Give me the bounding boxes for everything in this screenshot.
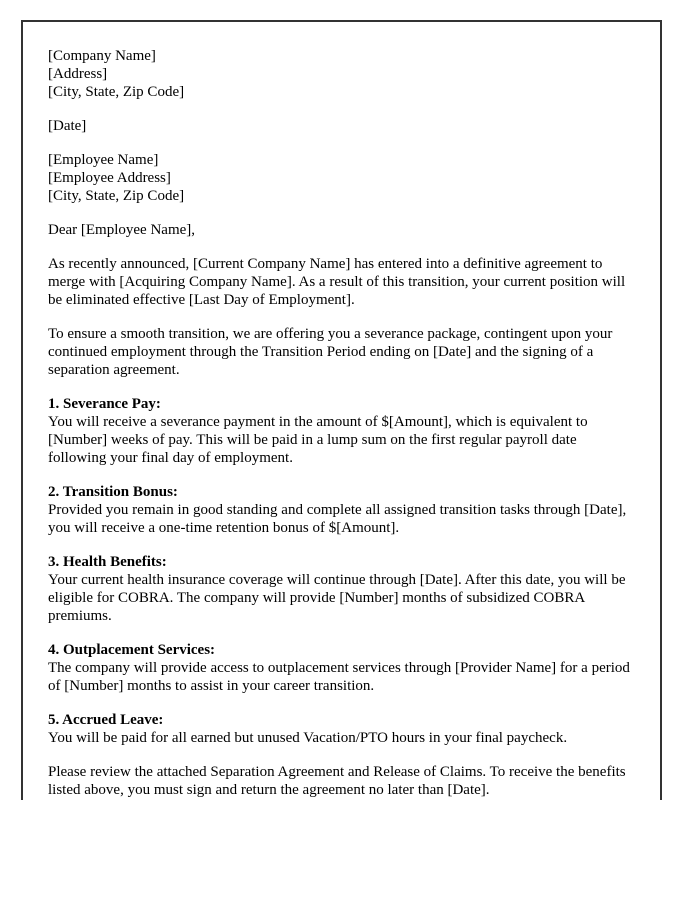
recipient-name-line: [Employee Name] <box>48 152 159 168</box>
section-body: The company will provide access to outplacement services through [Provider Name] for a period of [Number] months to assist in your career transition. <box>48 660 630 694</box>
salutation: Dear [Employee Name], <box>48 222 196 238</box>
body-paragraph: To ensure a smooth transition, we are offering you a severance package, contingent upon your continued employment through the Transition Period ending on [Date] and the signing of a separation agreement. <box>48 326 613 378</box>
section-transition-bonus <box>48 483 633 537</box>
section-outplacement-services <box>48 641 633 695</box>
section-body: Provided you remain in good standing and complete all assigned transition tasks through [Date], you will receive a one-time retention bonus of $[Amount]. <box>48 502 627 536</box>
sender-address-line: [Address] <box>48 66 108 82</box>
intro-paragraph-2 <box>48 325 633 379</box>
letter-document-page <box>21 20 662 800</box>
section-body: You will receive a severance payment in the amount of $[Amount], which is equivalent to [Number] weeks of pay. This will be paid in a lump sum on the first regular payroll date following your final day of employment. <box>48 414 588 466</box>
section-heading: 3. Health Benefits: <box>48 554 167 570</box>
sender-company-line: [Company Name] <box>48 48 156 64</box>
section-health-benefits <box>48 553 633 625</box>
date-line: [Date] <box>48 118 87 134</box>
section-body: Your current health insurance coverage will continue through [Date]. After this date, you will be eligible for COBRA. The company will provide [Number] months of subsidized COBRA premiums. <box>48 572 626 624</box>
section-body: You will be paid for all earned but unused Vacation/PTO hours in your final paycheck. <box>48 730 568 746</box>
recipient-block <box>48 151 633 205</box>
section-heading: 4. Outplacement Services: <box>48 642 216 658</box>
sender-block <box>48 47 633 101</box>
section-heading: 5. Accrued Leave: <box>48 712 164 728</box>
section-severance-pay <box>48 395 633 467</box>
recipient-address-line: [Employee Address] <box>48 170 171 186</box>
salutation-block <box>48 221 633 239</box>
intro-paragraph-1 <box>48 255 633 309</box>
recipient-city-state-zip-line: [City, State, Zip Code] <box>48 188 185 204</box>
body-paragraph: As recently announced, [Current Company Name] has entered into a definitive agreement to merge with [Acquiring Company Name]. As a result of this transition, your current position will be eliminated effective [Last Day of Employment]. <box>48 256 626 308</box>
section-heading: 2. Transition Bonus: <box>48 484 178 500</box>
section-accrued-leave <box>48 711 633 747</box>
date-block <box>48 117 633 135</box>
closing-paragraph-block <box>48 763 633 799</box>
sender-city-state-zip-line: [City, State, Zip Code] <box>48 84 185 100</box>
section-heading: 1. Severance Pay: <box>48 396 161 412</box>
closing-paragraph: Please review the attached Separation Agreement and Release of Claims. To receive the benefits listed above, you must sign and return the agreement no later than [Date]. <box>48 764 626 798</box>
